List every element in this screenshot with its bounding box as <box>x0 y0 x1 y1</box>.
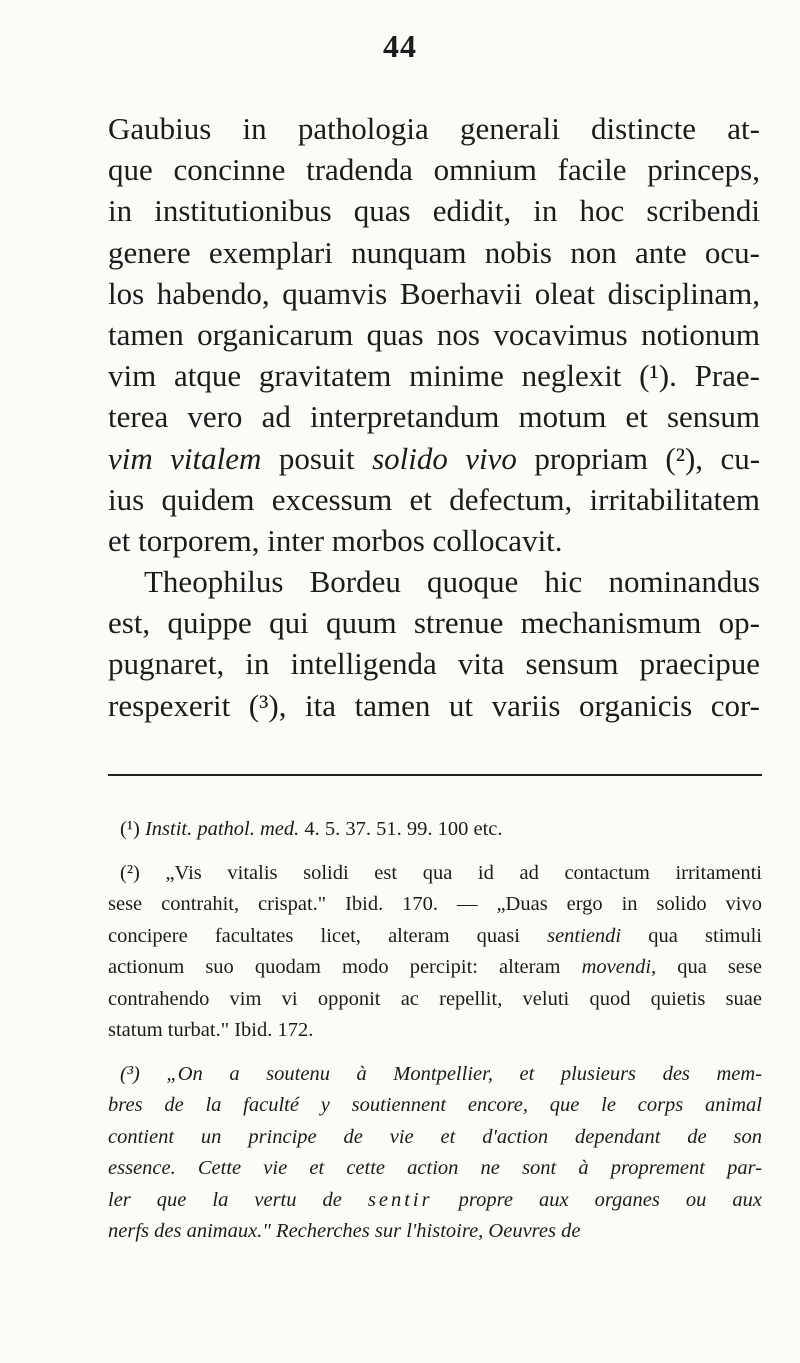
italic-phrase: vim vitalem <box>108 440 262 476</box>
text-line: in institutionibus quas edidit, in hoc scribendi <box>108 193 760 229</box>
page-number: 44 <box>383 28 417 64</box>
footnote-1 <box>108 814 762 846</box>
text-fragment: actionum suo quodam modo percipit: alteram <box>108 956 561 978</box>
italic-phrase: bres de la faculté y soutiennent encore, que le corps animal <box>108 1094 762 1116</box>
italic-spaced-word: sentir <box>367 1188 433 1211</box>
italic-phrase: essence. Cette vie et cette action ne sont à proprement par- <box>108 1157 762 1179</box>
text-fragment: concipere facultates licet, alteram quasi <box>108 924 520 947</box>
footnote-3-line <box>108 1090 762 1122</box>
footnote-3-line <box>108 1185 762 1217</box>
text-line: pugnaret, in intelligenda vita sensum praecipue <box>108 646 760 682</box>
footnote-2-line <box>108 921 762 953</box>
text-line: Gaubius in pathologia generali distincte at- <box>108 111 760 146</box>
text-line: los habendo, quamvis Boerhavii oleat disciplinam, <box>108 275 760 311</box>
text-fragment: , qua sese <box>651 956 762 978</box>
footnote-marker: (¹) <box>120 818 140 840</box>
italic-phrase: propre aux organes ou aux <box>458 1188 763 1211</box>
text-line: ius quidem excessum et defectum, irritabilitatem <box>108 481 760 517</box>
footnote-2-line: statum turbat." Ibid. 172. <box>108 1019 314 1041</box>
italic-phrase: contient un principe de vie et d'action dependant de son <box>108 1125 762 1148</box>
italic-phrase: ler que la vertu de <box>108 1188 342 1211</box>
text-line: respexerit (³), ita tamen ut variis organicis cor- <box>108 687 760 723</box>
text-line: terea vero ad interpretandum motum et sensum <box>108 399 760 435</box>
text-line: est, quippe qui quum strenue mechanismum op- <box>108 605 760 641</box>
italic-phrase: Instit. pathol. med. <box>144 818 300 840</box>
footnote-2-line: contrahendo vim vi opponit ac repellit, veluti quod quietis suae <box>108 987 762 1010</box>
text-fragment: 4. 5. 37. 51. 99. 100 etc. <box>304 818 503 840</box>
text-line: que concinne tradenda omnium facile princeps, <box>108 152 760 188</box>
text-line: vim atque gravitatem minime neglexit (¹). Prae- <box>108 358 760 394</box>
italic-phrase: sentiendi <box>547 924 622 947</box>
footnote-3-line <box>108 1122 762 1154</box>
italic-phrase: Recherches sur l'histoire, Oeuvres de <box>276 1220 581 1242</box>
text-line: tamen organicarum quas nos vocavimus notionum <box>108 316 760 352</box>
text-fragment: qua stimuli <box>648 924 762 947</box>
text-line: et torporem, inter morbos collocavit. <box>108 522 563 558</box>
footnote-3-line <box>108 1153 762 1185</box>
text-fragment: posuit <box>278 440 355 476</box>
footnote-3-line <box>108 1216 762 1248</box>
footnote-divider <box>108 774 762 776</box>
footnote-2-line: sese contrahit, crispat." Ibid. 170. — „Duas ergo in solido vivo <box>108 893 762 915</box>
footnote-2-line <box>108 952 762 984</box>
text-fragment: propriam (²), cu- <box>534 440 761 476</box>
italic-phrase: movendi <box>581 956 652 978</box>
text-line: genere exemplari nunquam nobis non ante ocu- <box>108 234 760 270</box>
italic-phrase: (³) „On a soutenu à Montpellier, et plusieurs des mem- <box>120 1062 762 1085</box>
main-text <box>108 108 760 726</box>
text-line <box>108 438 760 479</box>
footnote-2-line: (²) „Vis vitalis solidi est qua id ad contactum irritamenti <box>120 861 762 884</box>
italic-phrase: nerfs des animaux." <box>108 1220 271 1242</box>
footnotes <box>108 814 762 1248</box>
italic-phrase: solido vivo <box>372 440 517 476</box>
text-line: Theophilus Bordeu quoque hic nominandus <box>144 564 760 600</box>
footnote-3-line <box>108 1059 762 1091</box>
